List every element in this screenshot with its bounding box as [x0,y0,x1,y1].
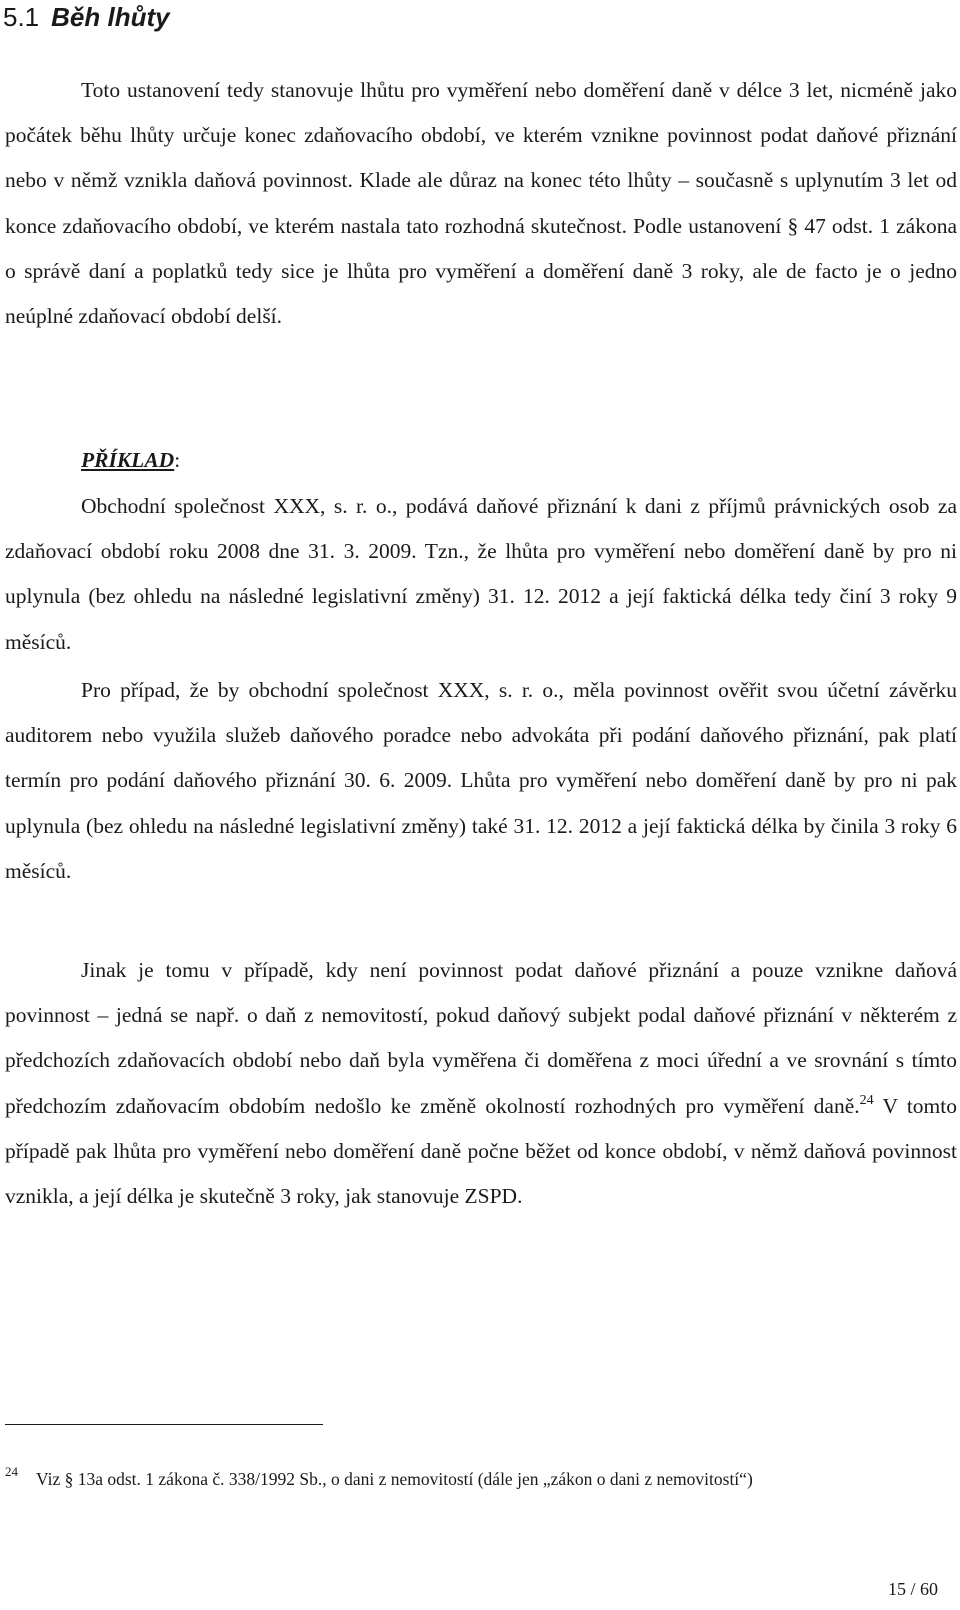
page-number: 15 / 60 [887,1579,938,1599]
example-paragraph-a: Obchodní společnost XXX, s. r. o., podává daňové přiznání k dani z příjmů právnických osob za zdaňovací období roku 2008 dne 31. 3. 2009. Tzn., že lhůta pro vyměření nebo doměření daně by pro ni uplynula (bez ohledu na následné legislativní změny) 31. 12. 2012 a její faktická délka tedy činí 3 roky 9 měsíců. [5,494,957,654]
example-paragraph-b: Pro případ, že by obchodní společnost XXX, s. r. o., měla povinnost ověřit svou účetní závěrku auditorem nebo využila služeb daňového poradce nebo advokáta při podání daňového přiznání, pak platí termín pro podání daňového přiznání 30. 6. 2009. Lhůta pro vyměření nebo doměření daně by pro ni pak uplynula (bez ohledu na následné legislativní změny) také 31. 12. 2012 a její faktická délka by činila 3 roky 6 měsíců. [5,678,957,883]
footnote-mark: 24 [5,1464,18,1479]
section-title: Běh lhůty [51,2,170,32]
footnote [5,1464,955,1490]
paragraph-property-tax-rest: V tomto případě pak lhůta pro vyměření nebo doměření daně počne běžet od konce období, v němž daňová povinnost vznikla, a její délka je skutečně 3 roky, jak stanovuje ZSPD. [5,1093,958,1209]
example-label-colon: : [174,448,181,472]
section-heading [3,0,170,35]
paragraph-property-tax [5,948,957,1219]
paragraph-property-tax-main: Jinak je tomu v případě, kdy není povinnost podat daňové přiznání a pouze vznikne daňová povinnost – jedná se např. o daň z nemovitostí, pokud daňový subjekt podal daňové přiznání v některém z předchozích zdaňovacích období nebo daň byla vyměřena či doměřena z moci úřední a ve srovnání s tímto předchozím zdaňovacím obdobím nedošlo ke změně okolností rozhodných pro vyměření daně. [5,958,957,1118]
section-number: 5.1 [3,2,40,32]
footnote-reference[interactable]: 24 [859,1092,874,1108]
footnote-text: Viz § 13a odst. 1 zákona č. 338/1992 Sb., o dani z nemovitostí (dále jen „zákon o dani z nemovitostí“) [36,1469,753,1489]
footnote-divider [5,1424,323,1425]
example-label-text: PŘÍKLAD [81,448,175,472]
paragraph-deadline-intro: Toto ustanovení tedy stanovuje lhůtu pro vyměření nebo doměření daně v délce 3 let, nicméně jako počátek běhu lhůty určuje konec zdaňovacího období, ve kterém vznikne povinnost podat daňové přiznání nebo v němž vznikla daňová povinnost. Klade ale důraz na konec této lhůty – současně s uplynutím 3 let od konce zdaňovacího období, ve kterém nastala tato rozhodná skutečnost. Podle ustanovení § 47 odst. 1 zákona o správě daní a poplatků tedy sice je lhůta pro vyměření a doměření daně 3 roky, ale de facto je o jedno neúplné zdaňovací období delší. [5,78,957,329]
example-label [5,438,957,483]
